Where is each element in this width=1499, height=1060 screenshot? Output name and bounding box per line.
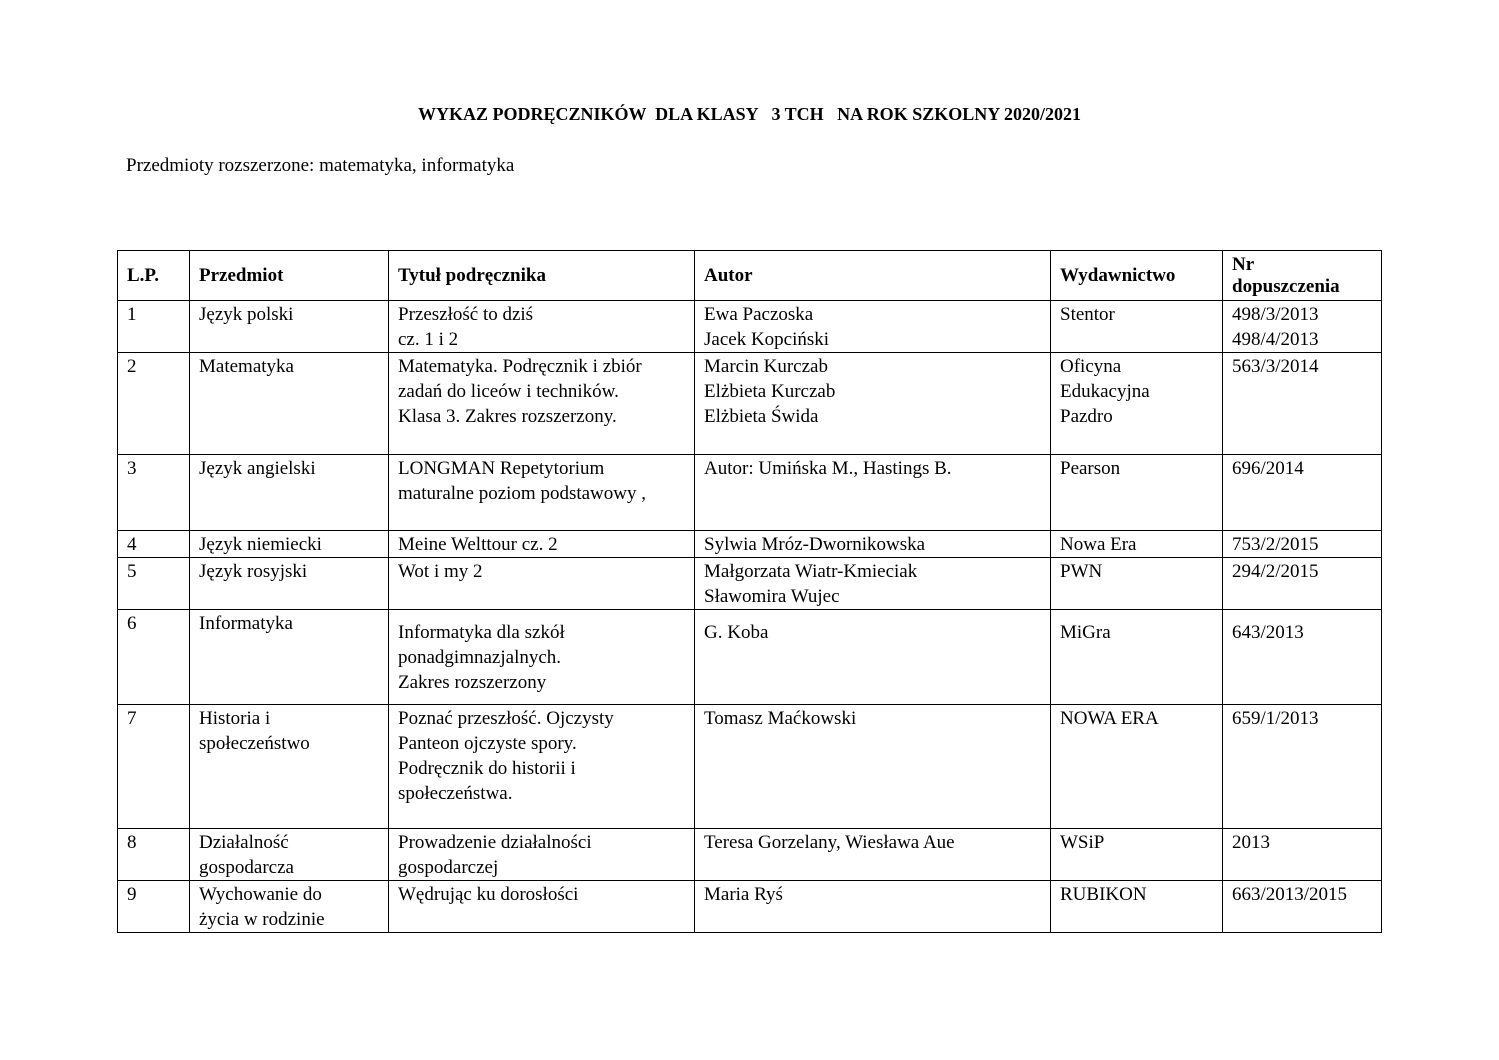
cell-approval-number: 643/2013 xyxy=(1223,610,1382,705)
header-author: Autor xyxy=(695,251,1051,301)
cell-lp: 7 xyxy=(118,705,190,829)
cell-author: G. Koba xyxy=(695,610,1051,705)
cell-publisher: Oficyna Edukacyjna Pazdro xyxy=(1051,353,1223,455)
header-publisher: Wydawnictwo xyxy=(1051,251,1223,301)
cell-lp: 2 xyxy=(118,353,190,455)
cell-author: Tomasz Maćkowski xyxy=(695,705,1051,829)
cell-title: Informatyka dla szkół ponadgimnazjalnych. Zakres rozszerzony xyxy=(389,610,695,705)
cell-title: LONGMAN Repetytorium maturalne poziom podstawowy , xyxy=(389,455,695,531)
cell-lp: 4 xyxy=(118,531,190,558)
cell-publisher: PWN xyxy=(1051,558,1223,610)
cell-subject: Działalność gospodarcza xyxy=(190,829,389,881)
cell-approval-number: 663/2013/2015 xyxy=(1223,881,1382,933)
cell-approval-number: 753/2/2015 xyxy=(1223,531,1382,558)
cell-author: Ewa Paczoska Jacek Kopciński xyxy=(695,301,1051,353)
cell-title: Poznać przeszłość. Ojczysty Panteon ojczyste spory. Podręcznik do historii i społeczeństwa. xyxy=(389,705,695,829)
cell-publisher: WSiP xyxy=(1051,829,1223,881)
document-title: WYKAZ PODRĘCZNIKÓW DLA KLASY 3 TCH NA ROK SZKOLNY 2020/2021 xyxy=(417,104,1082,124)
cell-approval-number: 294/2/2015 xyxy=(1223,558,1382,610)
cell-subject: Język polski xyxy=(190,301,389,353)
cell-title: Matematyka. Podręcznik i zbiór zadań do liceów i techników. Klasa 3. Zakres rozszerzony. xyxy=(389,353,695,455)
table-row xyxy=(118,829,1382,881)
cell-approval-number: 563/3/2014 xyxy=(1223,353,1382,455)
cell-subject: Język niemiecki xyxy=(190,531,389,558)
cell-subject: Informatyka xyxy=(190,610,389,705)
cell-lp: 6 xyxy=(118,610,190,705)
extended-subjects-note: Przedmioty rozszerzone: matematyka, informatyka xyxy=(126,155,515,176)
cell-subject: Historia i społeczeństwo xyxy=(190,705,389,829)
cell-lp: 9 xyxy=(118,881,190,933)
cell-publisher: MiGra xyxy=(1051,610,1223,705)
table-row xyxy=(118,531,1382,558)
header-title: Tytuł podręcznika xyxy=(389,251,695,301)
cell-title: Meine Welttour cz. 2 xyxy=(389,531,695,558)
cell-approval-number: 696/2014 xyxy=(1223,455,1382,531)
cell-author: Małgorzata Wiatr-Kmieciak Sławomira Wujec xyxy=(695,558,1051,610)
table-row xyxy=(118,301,1382,353)
table-row xyxy=(118,610,1382,705)
header-lp: L.P. xyxy=(118,251,190,301)
table-row xyxy=(118,455,1382,531)
table-row xyxy=(118,558,1382,610)
cell-author: Marcin Kurczab Elżbieta Kurczab Elżbieta Świda xyxy=(695,353,1051,455)
cell-lp: 3 xyxy=(118,455,190,531)
cell-publisher: Nowa Era xyxy=(1051,531,1223,558)
cell-title: Wot i my 2 xyxy=(389,558,695,610)
table-row xyxy=(118,353,1382,455)
cell-author: Autor: Umińska M., Hastings B. xyxy=(695,455,1051,531)
cell-author: Sylwia Mróz-Dwornikowska xyxy=(695,531,1051,558)
cell-lp: 5 xyxy=(118,558,190,610)
table-header-row xyxy=(118,251,1382,301)
cell-publisher: RUBIKON xyxy=(1051,881,1223,933)
cell-publisher: Stentor xyxy=(1051,301,1223,353)
cell-subject: Matematyka xyxy=(190,353,389,455)
cell-title: Wędrując ku dorosłości xyxy=(389,881,695,933)
cell-title: Przeszłość to dziś cz. 1 i 2 xyxy=(389,301,695,353)
header-subject: Przedmiot xyxy=(190,251,389,301)
table-row xyxy=(118,705,1382,829)
cell-subject: Język rosyjski xyxy=(190,558,389,610)
cell-lp: 8 xyxy=(118,829,190,881)
cell-publisher: Pearson xyxy=(1051,455,1223,531)
table-row xyxy=(118,881,1382,933)
cell-title: Prowadzenie działalności gospodarczej xyxy=(389,829,695,881)
cell-lp: 1 xyxy=(118,301,190,353)
cell-approval-number: 498/3/2013 498/4/2013 xyxy=(1223,301,1382,353)
cell-approval-number: 2013 xyxy=(1223,829,1382,881)
header-approval-number: Nr dopuszczenia xyxy=(1223,251,1382,301)
cell-subject: Język angielski xyxy=(190,455,389,531)
cell-publisher: NOWA ERA xyxy=(1051,705,1223,829)
cell-approval-number: 659/1/2013 xyxy=(1223,705,1382,829)
cell-subject: Wychowanie do życia w rodzinie xyxy=(190,881,389,933)
textbook-table xyxy=(117,250,1382,933)
cell-author: Teresa Gorzelany, Wiesława Aue xyxy=(695,829,1051,881)
cell-author: Maria Ryś xyxy=(695,881,1051,933)
